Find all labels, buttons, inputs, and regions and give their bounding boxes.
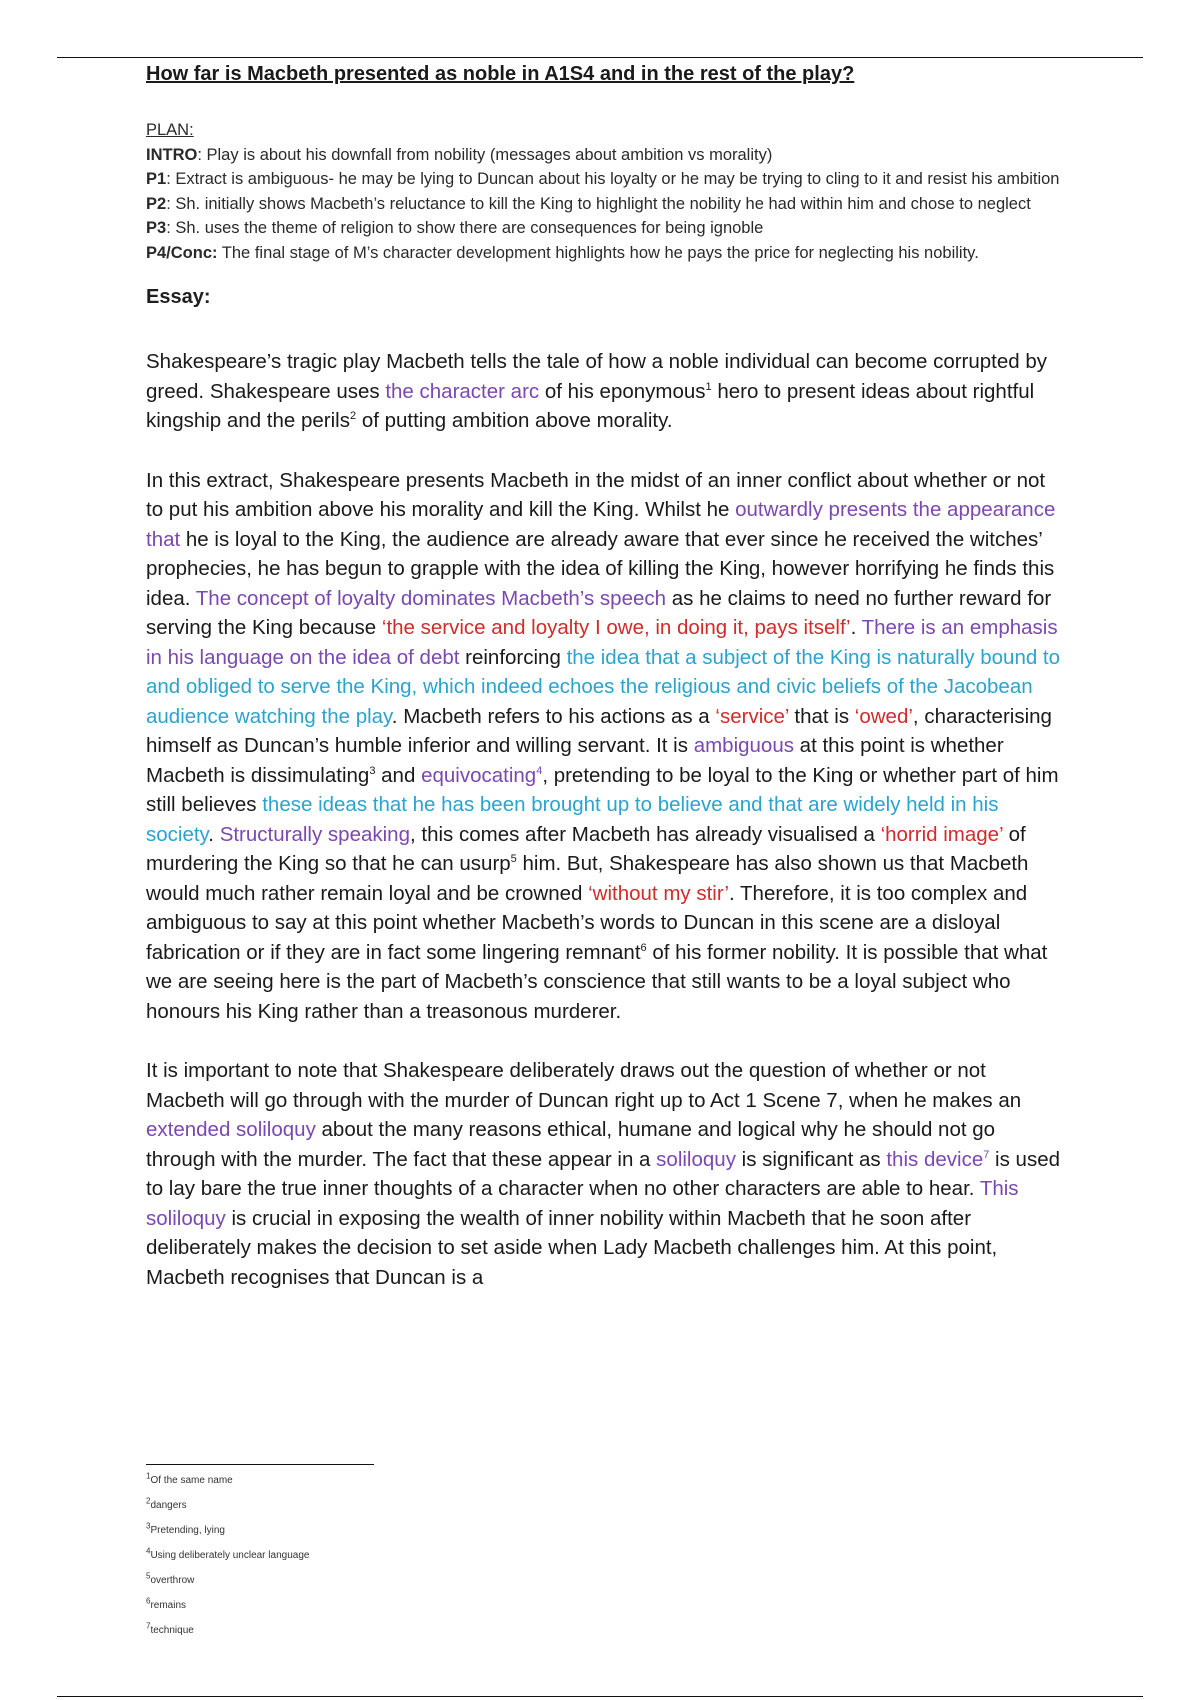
footnote-text: dangers [150, 1500, 187, 1511]
footnote-text: technique [150, 1625, 194, 1636]
footnote [146, 1493, 309, 1518]
footnote-text: Pretending, lying [150, 1525, 225, 1536]
footnote-ref: 6 [640, 941, 647, 954]
highlighted-text: the idea that a subject of the King is naturally bound to and obliged to serve the King, which indeed echoes the religious and civic beliefs of the Jacobean audience watching the play [146, 645, 1061, 728]
footnote-text: overthrow [150, 1575, 195, 1586]
plan-item [146, 143, 1066, 168]
footnote-ref: 3 [369, 764, 376, 777]
text-run: about the many reasons ethical, humane and logical why he should not go through with the murder. The fact that these appear in a [146, 1118, 996, 1171]
text-run: , this comes after Macbeth has already visualised a [409, 822, 881, 846]
footnote-number: 3 [146, 1521, 151, 1531]
text-run: . [850, 616, 862, 639]
highlighted-text: extended soliloquy [146, 1118, 316, 1141]
text-run: and [375, 763, 422, 787]
plan-item-text: : Play is about his downfall from nobility (messages about ambition vs morality) [197, 145, 773, 164]
plan-item-label: P2 [146, 194, 167, 213]
plan-item [146, 167, 1066, 192]
plan-item-text: : Sh. initially shows Macbeth’s reluctance to kill the King to highlight the nobility he had within him and chose to neglect [166, 194, 1031, 213]
plan-item-text: : Sh. uses the theme of religion to show there are consequences for being ignoble [166, 219, 764, 237]
essay-paragraph [146, 466, 1066, 1027]
text-run: . [208, 822, 220, 846]
footnotes [146, 1468, 309, 1643]
top-rule [57, 57, 1143, 58]
document-body [146, 60, 1066, 1292]
highlighted-text: ‘without my stir’ [588, 881, 729, 905]
highlighted-text: equivocating [421, 763, 537, 787]
text-run: he is loyal to the King, the audience are already aware that ever since he received the witches’ prophecies, he has begun to grapple with the idea of killing the King, however horrifying he finds this idea. [146, 527, 1055, 610]
highlighted-text: Structurally speaking [219, 822, 410, 846]
essay-heading: Essay: [146, 286, 211, 308]
text-run: is used to lay bare the true inner thoughts of a character when no other characters are able to hear. [146, 1147, 1060, 1200]
text-run: It is important to note that Shakespeare deliberately draws out the question of whether or not Macbeth will go through with the murder of Duncan right up to Act 1 Scene 7, when he makes an [146, 1059, 1022, 1112]
footnote-separator [146, 1464, 374, 1465]
highlighted-text: ‘service’ [715, 704, 789, 728]
bottom-rule [57, 1696, 1143, 1697]
plan-item-label: P1 [146, 170, 167, 188]
text-run: Shakespeare’s tragic play Macbeth tells the tale of how a noble individual can become corrupted by greed. Shakespeare uses [146, 350, 1048, 403]
essay-paragraph [146, 1056, 1066, 1292]
footnote-ref: 5 [510, 853, 517, 866]
text-run: of his former nobility. It is possible that what we are seeing here is the part of Macbeth’s conscience that still wants to be a loyal subject who honours his King rather than a treasonous murderer. [146, 940, 1048, 1023]
plan-heading: PLAN: [146, 121, 194, 139]
text-run: reinforcing [459, 645, 567, 669]
text-run: of his eponymous [539, 379, 706, 403]
plan-item [146, 192, 1066, 217]
footnote-text: Using deliberately unclear language [150, 1550, 310, 1561]
highlighted-text: the character arc [385, 379, 540, 403]
plan-item-text: The final stage of M’s character development highlights how he pays the price for neglecting his nobility. [217, 243, 979, 262]
footnote-ref: 4 [536, 764, 543, 777]
text-run: hero to present ideas about rightful kingship and the perils [146, 379, 1035, 432]
text-run: of putting ambition above morality. [356, 409, 673, 432]
footnote-number: 1 [146, 1471, 151, 1481]
highlighted-text: these ideas that he has been brought up to believe and that are widely held in his society [146, 793, 999, 846]
plan-item-label: P4/Conc: [146, 243, 218, 262]
footnote [146, 1543, 309, 1568]
footnote [146, 1618, 309, 1643]
text-run: of murdering the King so that he can usurp [146, 822, 1026, 875]
footnote [146, 1593, 309, 1618]
plan-item-text: : Extract is ambiguous- he may be lying to Duncan about his loyalty or he may be trying to cling to it and resist his ambition [166, 170, 1060, 188]
footnote-ref: 2 [350, 410, 357, 423]
text-run: is crucial in exposing the wealth of inner nobility within Macbeth that he soon after deliberately makes the decision to set aside when Lady Macbeth challenges him. At this point, Macbeth recognises that Duncan is a [146, 1206, 998, 1289]
footnote [146, 1468, 309, 1493]
highlighted-text: The concept of loyalty dominates Macbeth’s speech [195, 586, 667, 610]
highlighted-text: soliloquy [656, 1147, 736, 1171]
highlighted-text: outwardly presents the appearance that [146, 498, 1056, 551]
plan-item [146, 216, 1066, 241]
footnote [146, 1518, 309, 1543]
text-run: , pretending to be loyal to the King or whether part of him still believes [146, 763, 1059, 816]
text-run: that is [788, 704, 855, 728]
plan-item-label: P3 [146, 219, 167, 237]
highlighted-text: ambiguous [693, 734, 794, 757]
text-run: is significant as [735, 1147, 887, 1171]
footnote-number: 5 [146, 1571, 151, 1581]
footnote-number: 7 [146, 1621, 151, 1631]
essay-paragraph [146, 347, 1066, 436]
footnote-ref: 1 [705, 380, 712, 393]
highlighted-text: There is an emphasis in his language on the idea of debt [146, 616, 1058, 669]
highlighted-text: ‘owed’ [854, 704, 913, 728]
footnote-text: remains [150, 1600, 187, 1611]
footnote-number: 4 [146, 1546, 151, 1556]
plan-item [146, 241, 1066, 266]
text-run: In this extract, Shakespeare presents Macbeth in the midst of an inner conflict about whether or not to put his ambition above his morality and kill the King. Whilst he [146, 468, 1046, 521]
highlighted-text: This soliloquy [146, 1177, 1019, 1230]
plan-item-label: INTRO [146, 145, 198, 164]
text-run: . Therefore, it is too complex and ambiguous to say at this point whether Macbeth’s words to Duncan in this scene are a disloyal fabrication or if they are in fact some lingering remnant [146, 881, 1028, 964]
text-run: . Macbeth refers to his actions as a [391, 704, 716, 728]
text-run: at this point is whether Macbeth is dissimulating [146, 734, 1004, 787]
plan-section [146, 118, 1066, 265]
footnote-text: Of the same name [150, 1475, 233, 1486]
footnote-number: 6 [146, 1596, 151, 1606]
text-run: as he claims to need no further reward for serving the King because [146, 586, 1052, 639]
highlighted-text: ‘the service and loyalty I owe, in doing it, pays itself’ [381, 616, 851, 639]
highlighted-text: this device [886, 1147, 984, 1171]
footnote-number: 2 [146, 1496, 151, 1506]
footnote-ref: 7 [983, 1148, 990, 1161]
highlighted-text: ‘horrid image’ [880, 822, 1003, 846]
page-title: How far is Macbeth presented as noble in A1S4 and in the rest of the play? [146, 63, 855, 85]
footnote [146, 1568, 309, 1593]
text-run: , characterising himself as Duncan’s humble inferior and willing servant. It is [146, 704, 1052, 757]
text-run: him. But, Shakespeare has also shown us that Macbeth would much rather remain loyal and be crowned [146, 852, 1029, 905]
